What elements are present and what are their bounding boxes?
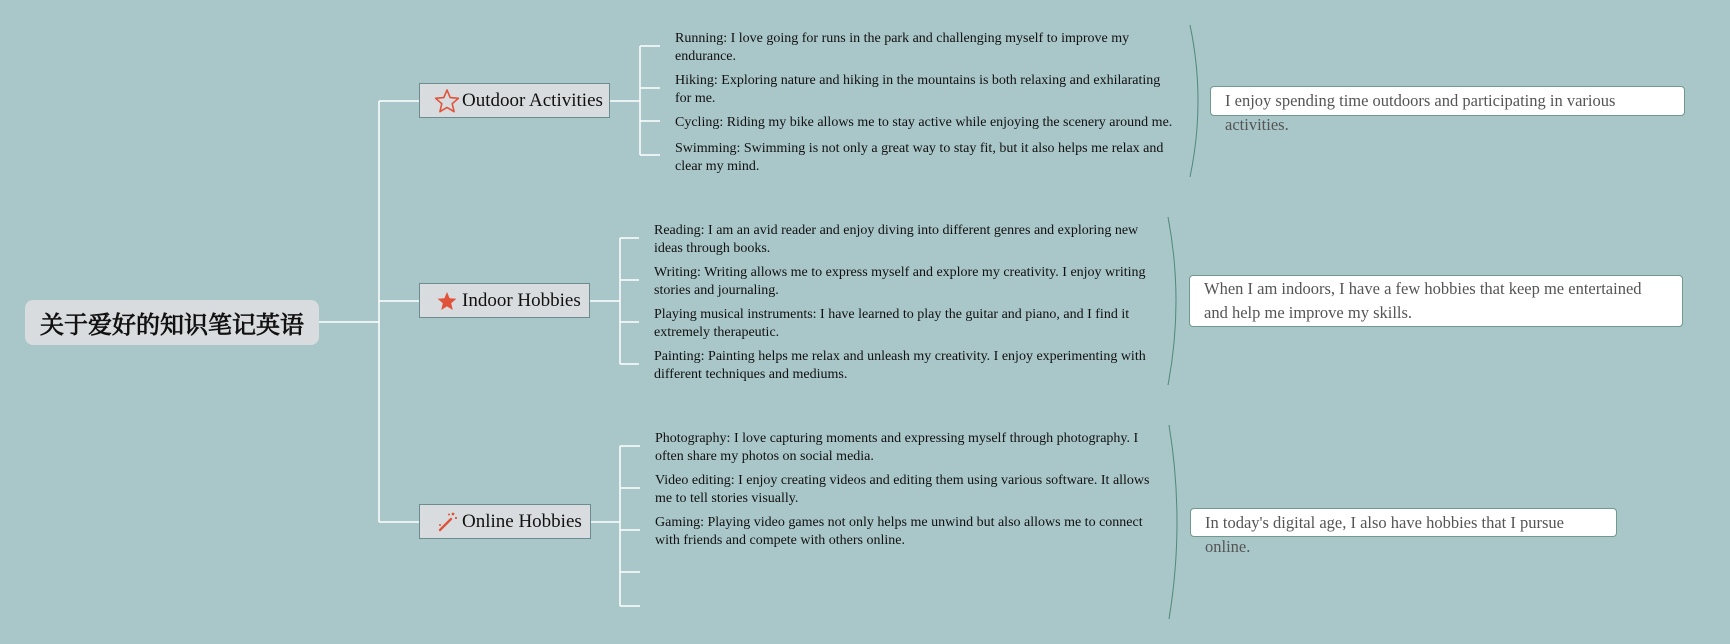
star-filled-icon — [434, 288, 460, 314]
branch-label: Online Hobbies — [462, 510, 582, 532]
summary-online[interactable]: In today's digital age, I also have hobbies that I pursue online. — [1190, 508, 1617, 537]
leaf-hiking[interactable]: Hiking: Exploring nature and hiking in the mountains is both relaxing and exhilarating for me. — [675, 73, 1161, 106]
magic-wand-icon — [434, 509, 460, 535]
leaf-painting[interactable]: Painting: Painting helps me relax and unleash my creativity. I enjoy experimenting with different techniques and mediums. — [654, 349, 1146, 382]
leaf-connector — [620, 238, 639, 364]
leaf-gaming[interactable]: Gaming: Playing video games not only helps me unwind but also allows me to connect with friends and compete with others online. — [655, 515, 1143, 548]
leaf-photography[interactable]: Photography: I love capturing moments and expressing myself through photography. I often share my photos on social media. — [655, 431, 1139, 464]
leaf-reading[interactable]: Reading: I am an avid reader and enjoy diving into different genres and exploring new ideas through books. — [654, 223, 1139, 256]
leaf-connector — [620, 446, 640, 606]
leaf-connector — [640, 46, 660, 155]
leaf-running[interactable]: Running: I love going for runs in the park and challenging myself to improve my endurance. — [675, 31, 1130, 64]
leaf-musical-instruments[interactable]: Playing musical instruments: I have learned to play the guitar and piano, and I find it extremely therapeutic. — [654, 307, 1130, 340]
summary-bracket — [1169, 425, 1177, 619]
branch-indoor-hobbies[interactable] — [419, 283, 590, 318]
branch-outdoor-activities[interactable] — [419, 83, 610, 118]
summary-outdoor[interactable]: I enjoy spending time outdoors and participating in various activities. — [1210, 86, 1685, 116]
summary-bracket — [1190, 25, 1198, 177]
leaf-video-editing[interactable]: Video editing: I enjoy creating videos and editing them using various software. It allows me to tell stories visually. — [655, 473, 1150, 506]
leaf-cycling[interactable]: Cycling: Riding my bike allows me to stay active while enjoying the scenery around me. — [675, 115, 1173, 130]
star-outline-icon — [434, 88, 460, 114]
root-topic[interactable]: 关于爱好的知识笔记英语 — [25, 300, 319, 345]
branch-label: Indoor Hobbies — [462, 289, 581, 311]
branch-label: Outdoor Activities — [462, 89, 603, 111]
leaf-empty[interactable] — [655, 563, 1155, 581]
summary-bracket — [1168, 217, 1176, 385]
summary-indoor[interactable]: When I am indoors, I have a few hobbies that keep me entertained and help me improve my skills. — [1189, 275, 1683, 327]
branch-online-hobbies[interactable] — [419, 504, 591, 539]
leaf-empty[interactable] — [655, 597, 1155, 615]
leaf-swimming[interactable]: Swimming: Swimming is not only a great way to stay fit, but it also helps me relax and clear my mind. — [675, 141, 1164, 174]
leaf-writing[interactable]: Writing: Writing allows me to express myself and explore my creativity. I enjoy writing stories and journaling. — [654, 265, 1146, 298]
